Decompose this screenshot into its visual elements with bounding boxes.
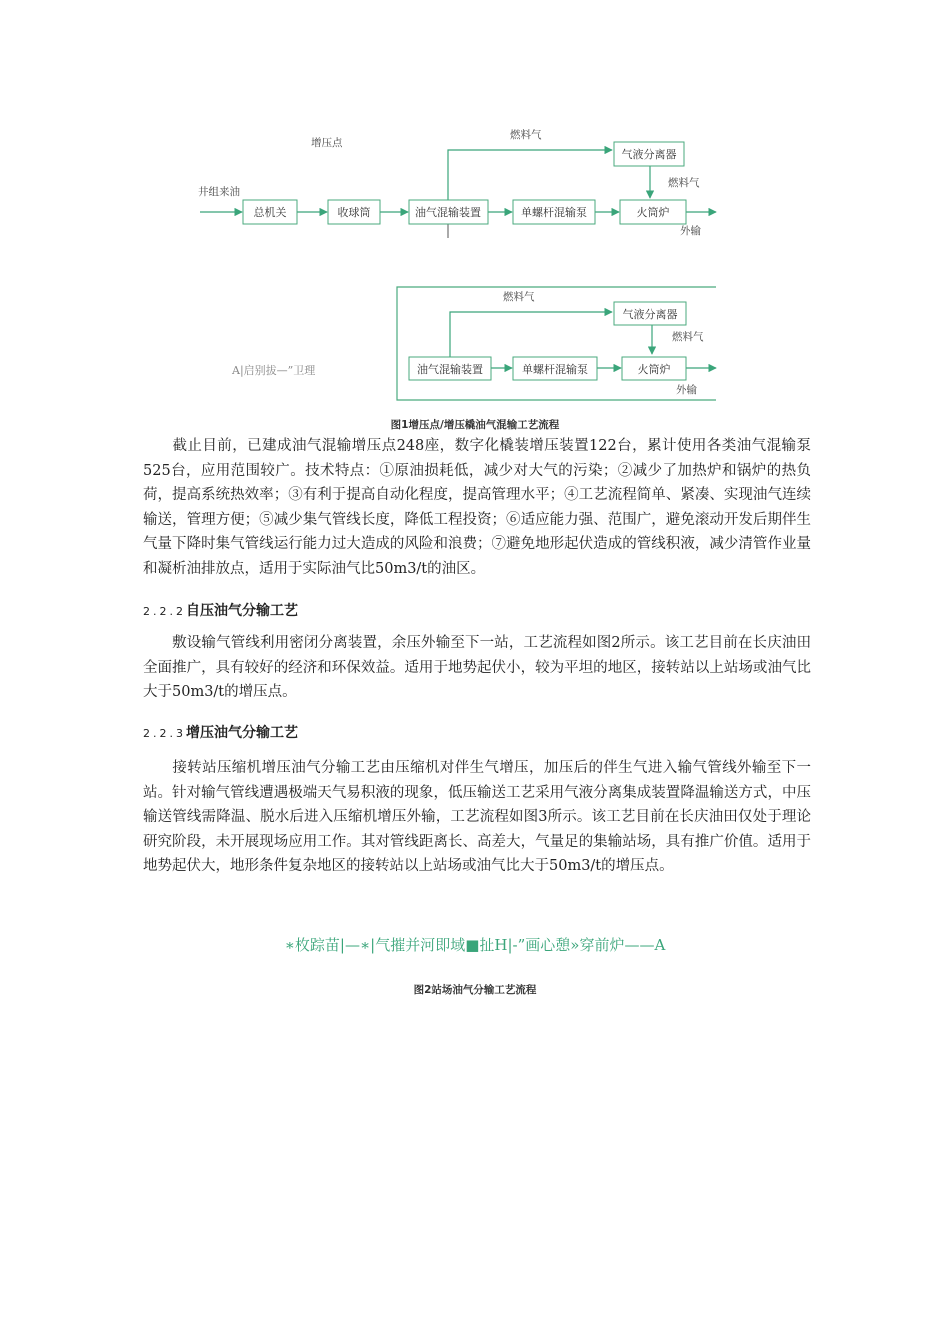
- lower-box-mixing-device-label: 油气混输装置: [417, 363, 483, 376]
- lower-box-screw-pump-label: 单螺杆混输泵: [522, 363, 588, 376]
- section-2-2-3-heading: [143, 722, 298, 742]
- figure1-caption: 图1增压点/增压橇油气混输工艺流程: [390, 419, 560, 431]
- section-2-2-2-number: 2.2.2: [143, 605, 186, 618]
- paragraph-3: [143, 756, 811, 879]
- figure2-garbled-line: ∗枚踪苗|—∗|气摧并河即域■扯H|-”画心憩»穿前炉——A: [284, 936, 666, 954]
- label-fuel-gas-right: 燃料气: [668, 177, 700, 189]
- box-manifold-label: 总机关: [253, 206, 287, 219]
- section-2-2-2-title: 自压油气分输工艺: [186, 603, 298, 619]
- box-separator-label: 气液分离器: [621, 148, 677, 161]
- paragraph-1-text: 截止目前，已建成油气混输增压点248座，数字化橇装增压装置122台，累计使用各类油气混输泵525台，应用范围较广。技术特点：①原油损耗低，减少对大气的污染；②减少了加热炉和锅炉的热负荷，提高系统热效率；③有利于提高自动化程度，提高管理水平；④工艺流程简单、紧凑、实现油气连续输送，管理方便；⑤减少集气管线长度，降低工程投资；⑥适应能力强、范围广，避免滚动开发后期伴生气量下降时集气管线运行能力过大造成的风险和浪费；⑦避免地形起伏造成的管线积液，减少清管作业量和凝析油排放点，适用于实际油气比50m3/t的油区。: [143, 438, 811, 577]
- label-boost-point: 增压点: [311, 137, 343, 149]
- box-pig-receiver-label: 收球筒: [337, 206, 371, 219]
- box-furnace-label: 火筒炉: [636, 206, 670, 219]
- box-screw-pump-label: 单螺杆混输泵: [521, 206, 587, 219]
- lower-box-separator-label: 气液分离器: [622, 308, 678, 321]
- figure2-caption: 图2站场油气分输工艺流程: [413, 984, 537, 996]
- paragraph-2: [143, 631, 811, 705]
- paragraph-2-text: 敷设输气管线利用密闭分离装置，余压外输至下一站，工艺流程如图2所示。该工艺目前在长庆油田全面推广，具有较好的经济和环保效益。适用于地势起伏小，较为平坦的地区，接转站以上站场或油气比大于50m3/t的增压点。: [143, 635, 811, 700]
- lower-label-fuel-gas-right: 燃料气: [672, 331, 704, 343]
- lower-label-fuel-gas-top: 燃料气: [503, 291, 535, 303]
- lower-left-text: A|启别拔—”卫理: [232, 364, 316, 377]
- label-inlet: 井组来油: [198, 186, 240, 198]
- label-export: 外输: [680, 225, 701, 237]
- figure1-lower-diagram: [0, 0, 950, 420]
- lower-arrow-gas-branch: [450, 312, 612, 357]
- section-2-2-3-title: 增压油气分输工艺: [186, 725, 298, 741]
- label-fuel-gas-top: 燃料气: [510, 129, 542, 141]
- paragraph-1: [143, 434, 811, 581]
- lower-box-furnace-label: 火筒炉: [637, 363, 671, 376]
- section-2-2-2-heading: [143, 600, 298, 620]
- paragraph-3-text: 接转站压缩机增压油气分输工艺由压缩机对伴生气增压，加压后的伴生气进入输气管线外输至下一站。针对输气管线遭遇极端天气易积液的现象，低压输送工艺采用气液分离集成装置降温输送方式，中压输送管线需降温、脱水后进入压缩机增压外输，工艺流程如图3所示。该工艺目前在长庆油田仅处于理论研究阶段，未开展现场应用工作。其对管线距离长、高差大，气量足的集输站场，具有推广价值。适用于地势起伏大，地形条件复杂地区的接转站以上站场或油气比大于50m3/t的增压点。: [143, 760, 811, 874]
- lower-label-export: 外输: [676, 384, 697, 396]
- box-mixing-device-label: 油气混输装置: [415, 206, 481, 219]
- section-2-2-3-number: 2.2.3: [143, 727, 186, 740]
